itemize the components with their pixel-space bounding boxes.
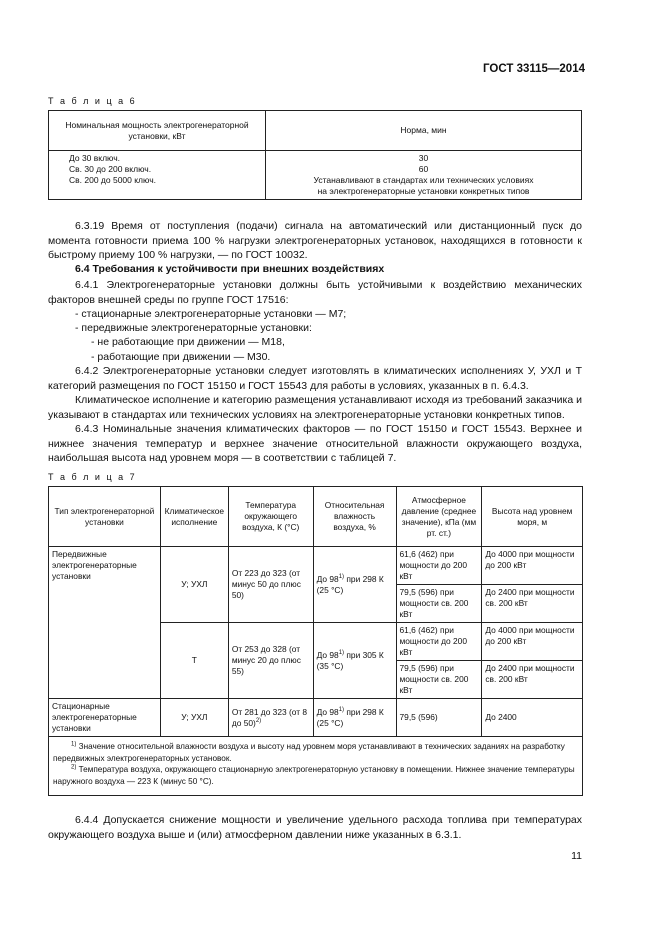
footnote-marker: 1) (338, 573, 345, 580)
standard-header: ГОСТ 33115—2014 (483, 63, 585, 75)
table7-pressure-4: 79,5 (596) при мощности св. 200 кВт (396, 661, 482, 699)
list-item: - передвижные электрогенераторные установки: (75, 322, 312, 334)
table6-power-row: Св. 200 до 5000 ключ. (69, 175, 156, 185)
table7-temp-1: От 223 до 323 (от минус 50 до плюс 50) (228, 547, 313, 623)
page-number: 11 (571, 850, 582, 862)
table7-altitude-1: До 4000 при мощности до 200 кВт (482, 547, 583, 585)
table6-norm-row: Устанавливают в стандартах или технических условиях (313, 175, 534, 185)
table7-pressure-5: 79,5 (596) (396, 699, 482, 737)
table7-header-pressure: Атмосферное давление (среднее значение), кПа (мм рт. ст.) (396, 487, 482, 547)
footnote-marker: 1) (71, 741, 77, 748)
table6-caption: Т а б л и ц а 6 (48, 96, 137, 106)
table7-temp-value: От 281 до 323 (от 8 до 50) (231, 706, 308, 728)
table7-caption: Т а б л и ц а 7 (48, 472, 137, 482)
table7-humidity-value: До 98 (316, 649, 339, 660)
table7-humidity-cond: при 298 К (25 °С) (316, 573, 384, 595)
table7-temp-2: От 253 до 328 (от минус 20 до плюс 55) (228, 623, 313, 699)
paragraph-6-4-2-b: Климатическое исполнение и категорию размещения устанавливают исходя из требований заказчика и указывают в стандартах или технических условиях на электрогенераторные установки конкретных типов. (48, 394, 582, 421)
table6 (48, 110, 582, 200)
table7-humidity-cond: при 305 К (35 °С) (316, 649, 384, 671)
table7-header-climate: Климатическое исполнение (160, 487, 228, 547)
table7-humidity-cond: при 298 К (25 °С) (316, 706, 384, 728)
table7 (48, 486, 583, 796)
table7-climate-u2: У; УХЛ (160, 699, 228, 737)
table6-power-row: Св. 30 до 200 включ. (69, 164, 152, 174)
table6-norm-row: 60 (418, 164, 429, 174)
table7-type-stationary: Стационарные электрогенераторные установки (49, 699, 161, 737)
list-item: - не работающие при движении — М18, (91, 336, 285, 348)
table7-humidity-value: До 98 (316, 706, 339, 717)
table6-power-cell (49, 151, 266, 200)
table6-norm-row: 30 (418, 153, 429, 163)
table6-norm-cell (266, 151, 582, 200)
table7-altitude-3: До 4000 при мощности до 200 кВт (482, 623, 583, 661)
table6-power-row: До 30 включ. (69, 153, 121, 163)
table7-header-type: Тип электрогенераторной установки (49, 487, 161, 547)
table7-note-2 (53, 764, 578, 787)
table7-humidity-value: До 98 (316, 573, 339, 584)
table7-altitude-2: До 2400 при мощности св. 200 кВт (482, 585, 583, 623)
table7-climate-t: Т (160, 623, 228, 699)
paragraph-6-4-3: 6.4.3 Номинальные значения климатических факторов — по ГОСТ 15150 и ГОСТ 15543. Верхнее и нижнее значения температур и верхнее значение относительной влажности окружающего воздуха, наибольшая высота над уровнем моря — в соответствии с таблицей 7. (48, 423, 582, 464)
list-item: - работающие при движении — М30. (91, 351, 271, 363)
footnote-marker: 1) (338, 649, 345, 656)
table7-notes (49, 737, 583, 796)
table7-altitude-4: До 2400 при мощности св. 200 кВт (482, 661, 583, 699)
list-item: - стационарные электрогенераторные установки — М7; (75, 308, 347, 320)
table7-type-mobile: Передвижные электрогенераторные установки (49, 547, 161, 699)
table7-altitude-5: До 2400 (482, 699, 583, 737)
paragraph-6-4-1: 6.4.1 Электрогенераторные установки должны быть устойчивыми к воздействию механических факторов внешней среды по группе ГОСТ 17516: (48, 279, 582, 306)
table7-humidity-1 (313, 547, 396, 623)
table7-header-temperature: Температура окружающего воздуха, К (°С) (228, 487, 313, 547)
footnote-marker: 1) (338, 706, 345, 713)
table7-note-1-text: Значение относительной влажности воздуха и высоту над уровнем моря устанавливают в технических заданиях на разработку передвижных электрогенераторных установок. (53, 742, 565, 763)
table7-pressure-2: 79,5 (596) при мощности св. 200 кВт (396, 585, 482, 623)
table6-header-power: Номинальная мощность электрогенераторной установки, кВт (49, 111, 266, 151)
footnote-marker: 2) (71, 764, 77, 771)
table7-temp-3 (228, 699, 313, 737)
paragraph-6-4-2: 6.4.2 Электрогенераторные установки следует изготовлять в климатических исполнениях У, УХЛ и Т категорий размещения по ГОСТ 15150 и ГОСТ 15543 для работы в условиях, указанных в п. 6.4.3. (48, 365, 582, 392)
table7-header-humidity: Относительная влажность воздуха, % (313, 487, 396, 547)
paragraph-6-4-4: 6.4.4 Допускается снижение мощности и увеличение удельного расхода топлива при температурах окружающего воздуха выше и (или) атмосферном давлении ниже указанных в 6.3.1. (48, 814, 582, 841)
table7-humidity-3 (313, 699, 396, 737)
table7-note-1 (53, 741, 578, 764)
table7-climate-u: У; УХЛ (160, 547, 228, 623)
table7-humidity-2 (313, 623, 396, 699)
table7-pressure-3: 61,6 (462) при мощности до 200 кВт (396, 623, 482, 661)
footnote-marker: 2) (255, 717, 262, 724)
paragraph-6-3-19: 6.3.19 Время от поступления (подачи) сигнала на автоматический или дистанционный пуск до момента готовности приема 100 % нагрузки электрогенераторных установок, находящихся в готовности к быстрому приему 100 % нагрузки, — по ГОСТ 10032. (48, 220, 582, 261)
table6-norm-row: на электрогенераторные установки конкретных типов (317, 186, 530, 196)
table7-note-2-text: Температура воздуха, окружающего стационарную электрогенераторную установку в помещении. Нижнее значение температуры наружного воздуха — 223 К (минус 50 °С). (53, 765, 575, 786)
table7-header-altitude: Высота над уровнем моря, м (482, 487, 583, 547)
table7-pressure-1: 61,6 (462) при мощности до 200 кВт (396, 547, 482, 585)
section-6-4-heading: 6.4 Требования к устойчивости при внешних воздействиях (75, 263, 385, 275)
table6-header-norm: Норма, мин (266, 111, 582, 151)
